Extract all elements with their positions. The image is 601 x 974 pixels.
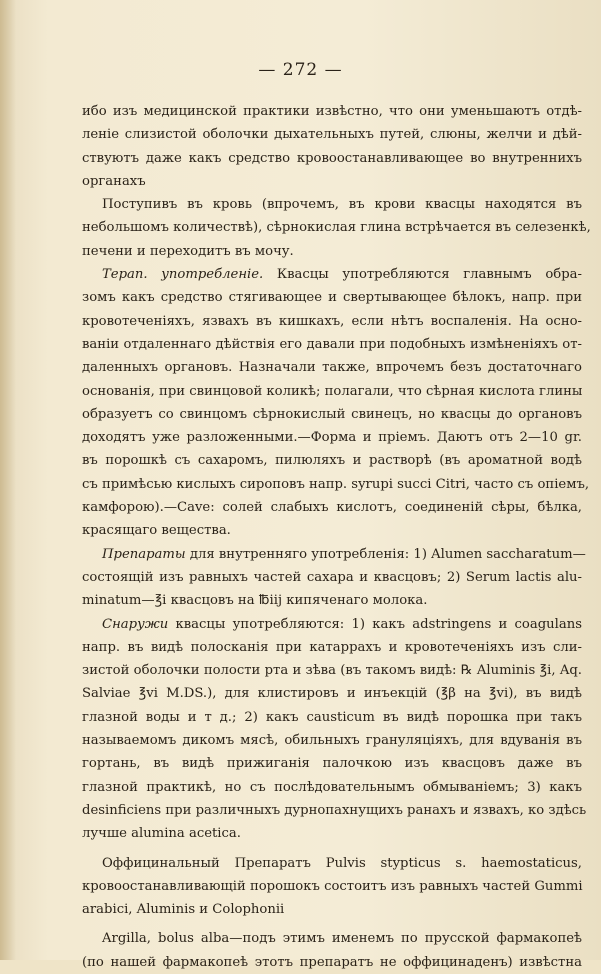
- text-line: ваніи отдаленнаго дѣйствія его давали при подобныхъ измѣненіяхъ от-: [82, 336, 582, 352]
- text-line: называемомъ дикомъ мясѣ, обильныхъ грануляціяхъ, для вдуванія въ: [82, 733, 582, 749]
- text-line: доходятъ уже разложенными.—Форма и пріемъ. Даютъ отъ 2—10 gr.: [82, 430, 582, 446]
- page-edge-stain: [0, 0, 16, 960]
- text-line: глазной практикѣ, но съ послѣдовательнымъ обмываніемъ; 3) какъ: [82, 779, 582, 795]
- text-line: состоящій изъ равныхъ частей сахара и квасцовъ; 2) Serum lactis alu-: [82, 569, 582, 585]
- text-line: въ порошкѣ съ сахаромъ, пилюляхъ и растворѣ (въ ароматной водѣ: [82, 453, 582, 469]
- text-line: зомъ какъ средство стягивающее и свертывающее бѣлокъ, напр. при: [82, 290, 582, 306]
- text-line: органахъ: [82, 173, 146, 189]
- text-line: Salviae ℥vi M.DS.), для клистировъ и инъекцій (℥β на ℥vi), въ видѣ: [82, 686, 582, 702]
- text-line: arabici, Aluminis и Colophonii: [82, 902, 285, 918]
- text-line: ибо изъ медицинской практики извѣстно, что они уменьшаютъ отдѣ-: [82, 104, 582, 119]
- text-line: образуетъ со свинцомъ сѣрнокислый свинецъ, но квасцы до органовъ: [82, 406, 582, 422]
- text-line: основанія, при свинцовой коликѣ; полагали, что сѣрная кислота глины: [82, 383, 583, 399]
- text-line: глазной воды и т д.; 2) какъ causticum въ видѣ порошка при такъ: [82, 709, 582, 725]
- text-line: (по нашей фармакопеѣ этотъ препаратъ не оффицинаденъ) извѣстна: [82, 954, 582, 970]
- text-line: красящаго вещества.: [82, 523, 231, 539]
- text-line: съ примѣсью кислыхъ сироповъ напр. syrupi succi Citri, часто съ опіемъ,: [82, 476, 590, 492]
- italic-term: Терап. употребленіе.: [102, 267, 264, 283]
- text-line: зистой оболочки полости рта и зѣва (въ такомъ видѣ: ℞ Aluminis ℥i, Aq.: [82, 663, 582, 679]
- page-number: — 272 —: [258, 60, 343, 80]
- italic-term: Препараты: [102, 546, 186, 562]
- text-line: Препараты для внутренняго употребленія: 1) Alumen saccharatum—: [102, 546, 586, 562]
- italic-term: Снаружи: [102, 616, 169, 632]
- text-line: ствуютъ даже какъ средство кровоостанавливающее во внутреннихъ: [82, 150, 582, 166]
- text-line: кровотеченіяхъ, язвахъ въ кишкахъ, если нѣтъ воспаленія. На осно-: [82, 313, 582, 329]
- text-line: камфорою).—Cave: солей слабыхъ кислотъ, соединеній сѣры, бѣлка,: [82, 500, 582, 516]
- text-line: напр. въ видѣ полосканія при катаррахъ и кровотеченіяхъ изъ сли-: [82, 639, 582, 655]
- text-line: печени и переходитъ въ мочу.: [82, 243, 294, 259]
- text-line: гортань, въ видѣ прижиганія палочкою изъ квасцовъ даже въ: [82, 756, 582, 772]
- text-line: Argilla, bolus alba—подъ этимъ именемъ по прусской фармакопеѣ: [102, 931, 582, 947]
- text-line: Поступивъ въ кровь (впрочемъ, въ крови квасцы находятся въ: [102, 197, 582, 213]
- text-line: небольшомъ количествѣ), сѣрнокислая глина встрѣчается въ селезенкѣ,: [82, 220, 591, 236]
- text-line: minatum—℥i квасцовъ на ℔iij кипяченаго молока.: [82, 593, 428, 609]
- body-text: [82, 100, 591, 974]
- text-line: Снаружи квасцы употребляются: 1) какъ adstringens и coagulans: [102, 616, 582, 632]
- text-line: кровоостанавливающій порошокъ состоитъ изъ равныхъ частей Gummi: [82, 878, 583, 894]
- text-line: леніе слизистой оболочки дыхательныхъ путей, слюны, желчи и дѣй-: [82, 127, 582, 143]
- text-line: даленныхъ органовъ. Назначали также, впрочемъ безъ достаточнаго: [82, 360, 582, 376]
- text-line: desinficiens при различныхъ дурнопахнущихъ ранахъ и язвахъ, ко здѣсь: [82, 802, 587, 818]
- text-line: Терап. употребленіе. Квасцы употребляются главнымъ обра-: [102, 267, 582, 283]
- text-line: Оффицинальный Препаратъ Pulvis stypticus s. haemostaticus,: [102, 855, 582, 871]
- text-line: лучше alumina acetica.: [82, 826, 241, 842]
